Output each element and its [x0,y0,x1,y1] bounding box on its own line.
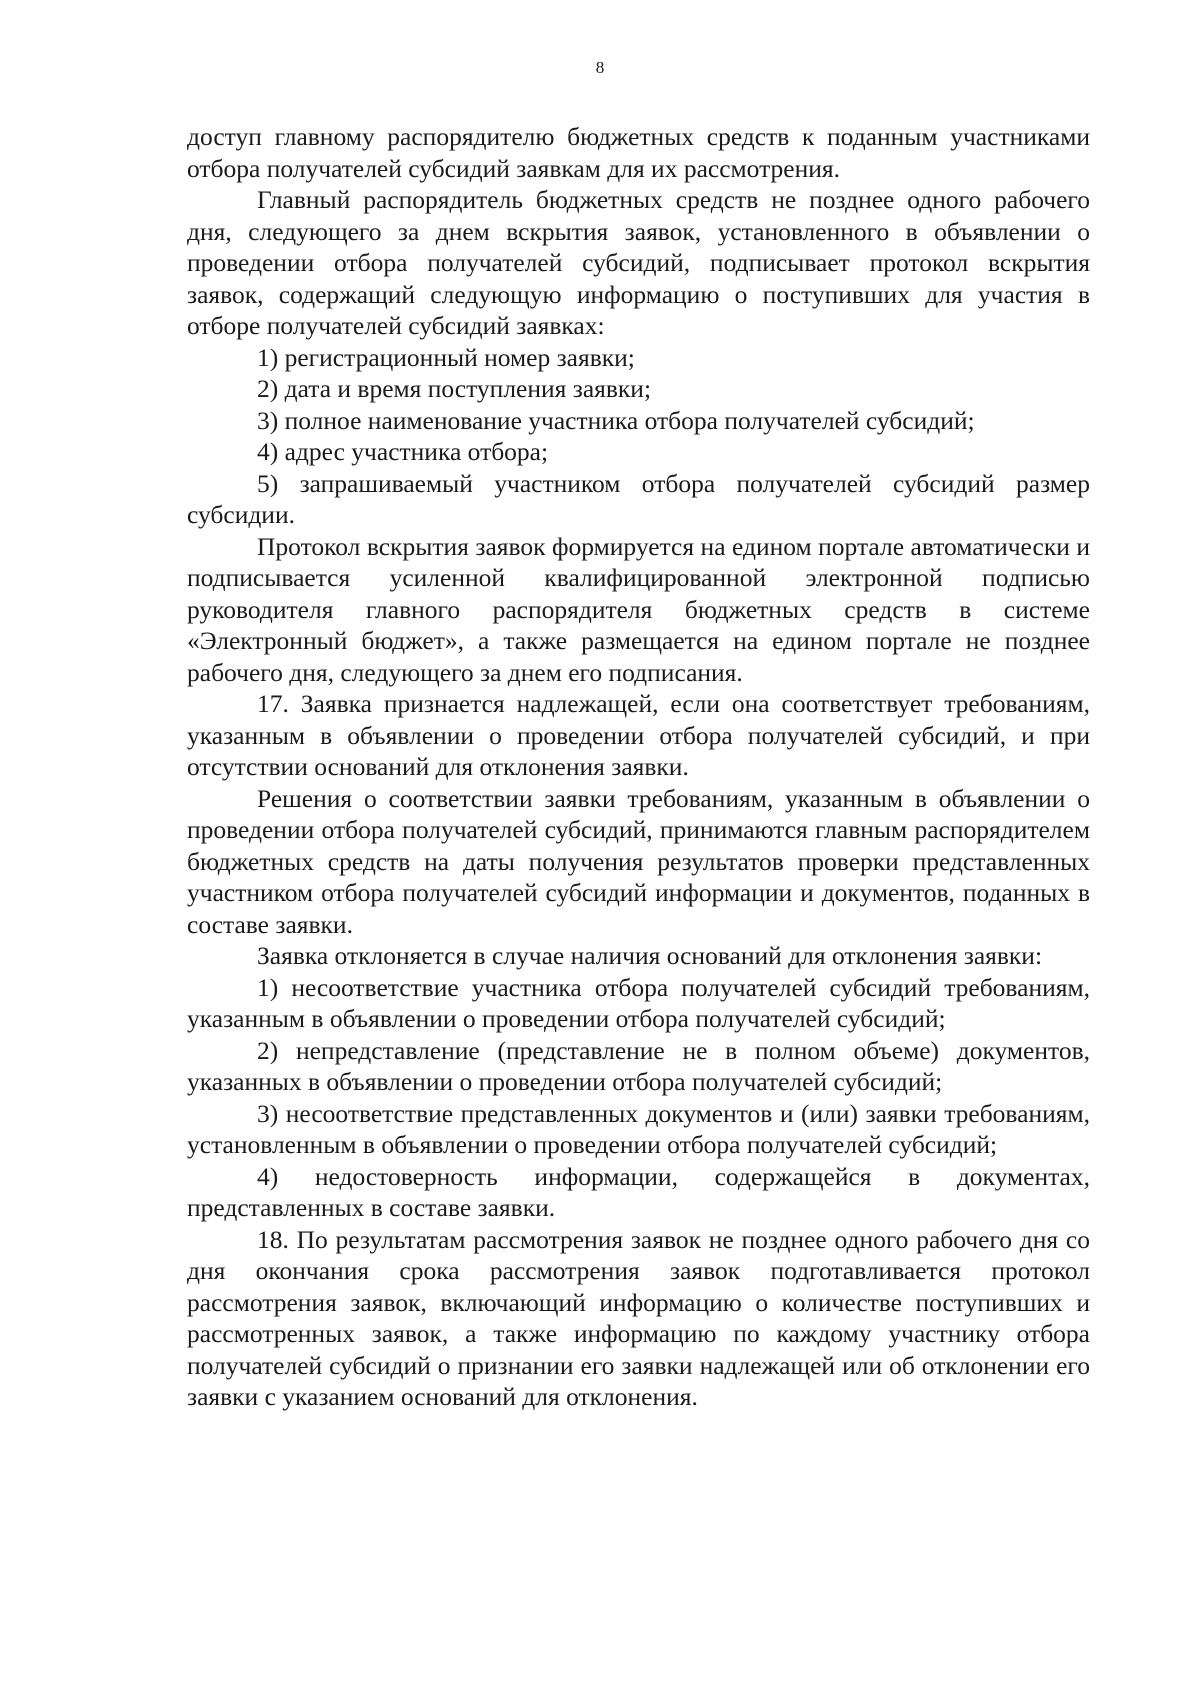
list-item-full-name: 3) полное наименование участника отбора получателей субсидий; [257,405,975,435]
list-item-rejection-2: 2) непредставление (представление не в полном объеме) документов, указанных в объявлении о проведении отбора получателей субсидий; [187,1035,1090,1096]
paragraph-rejection-intro: Заявка отклоняется в случае наличия оснований для отклонения заявки: [257,941,1043,970]
paragraph-decisions: Решения о соответствии заявки требованиям, указанным в объявлении о проведении отбора получателей субсидий, принимаются главным распорядителем бюджетных средств на даты получения результатов проверки представленных участником отбора получателей субсидий информации и документов, поданных в составе заявки. [187,783,1090,939]
list-item-rejection-3: 3) несоответствие представленных документов и (или) заявки требованиям, установленным в объявлении о проведении отбора получателей субсидий; [187,1098,1090,1159]
document-body [187,121,1090,1413]
paragraph-continuation: доступ главному распорядителю бюджетных средств к поданным участниками отбора получателей субсидий заявкам для их рассмотрения. [187,122,1090,183]
list-item-rejection-4: 4) недостоверность информации, содержащейся в документах, представленных в составе заявки. [187,1161,1090,1222]
list-item-rejection-1: 1) несоответствие участника отбора получателей субсидий требованиям, указанным в объявлении о проведении отбора получателей субсидий; [187,972,1090,1033]
list-item-registration-number: 1) регистрационный номер заявки; [257,342,635,372]
page-number: 8 [595,58,605,77]
paragraph-protocol-formation: Протокол вскрытия заявок формируется на едином портале автоматически и подписывается усиленной квалифицированной электронной подписью руководителя главного распорядителя бюджетных средств в системе «Электронный бюджет», а также размещается на едином портале не позднее рабочего дня, следующего за днем его подписания. [187,531,1090,687]
paragraph-protocol-signing: Главный распорядитель бюджетных средств не позднее одного рабочего дня, следующего за днем вскрытия заявок, установленного в объявлении о проведении отбора получателей субсидий, подписывает протокол вскрытия заявок, содержащий следующую информацию о поступивших для участия в отборе получателей субсидий заявках: [187,185,1090,340]
list-item-date-time: 2) дата и время поступления заявки; [257,374,652,403]
list-item-address: 4) адрес участника отбора; [257,437,549,466]
list-item-requested-amount: 5) запрашиваемый участником отбора получателей субсидий размер субсидии. [187,468,1090,529]
paragraph-clause-17: 17. Заявка признается надлежащей, если она соответствует требованиям, указанным в объявлении о проведении отбора получателей субсидий, и при отсутствии оснований для отклонения заявки. [187,689,1090,781]
paragraph-clause-18: 18. По результатам рассмотрения заявок не позднее одного рабочего дня со дня окончания срока рассмотрения заявок подготавливается протокол рассмотрения заявок, включающий информацию о количестве поступивших и рассмотренных заявок, а также информацию по каждому участнику отбора получателей субсидий о признании его заявки надлежащей или об отклонении его заявки с указанием оснований для отклонения. [187,1224,1090,1411]
